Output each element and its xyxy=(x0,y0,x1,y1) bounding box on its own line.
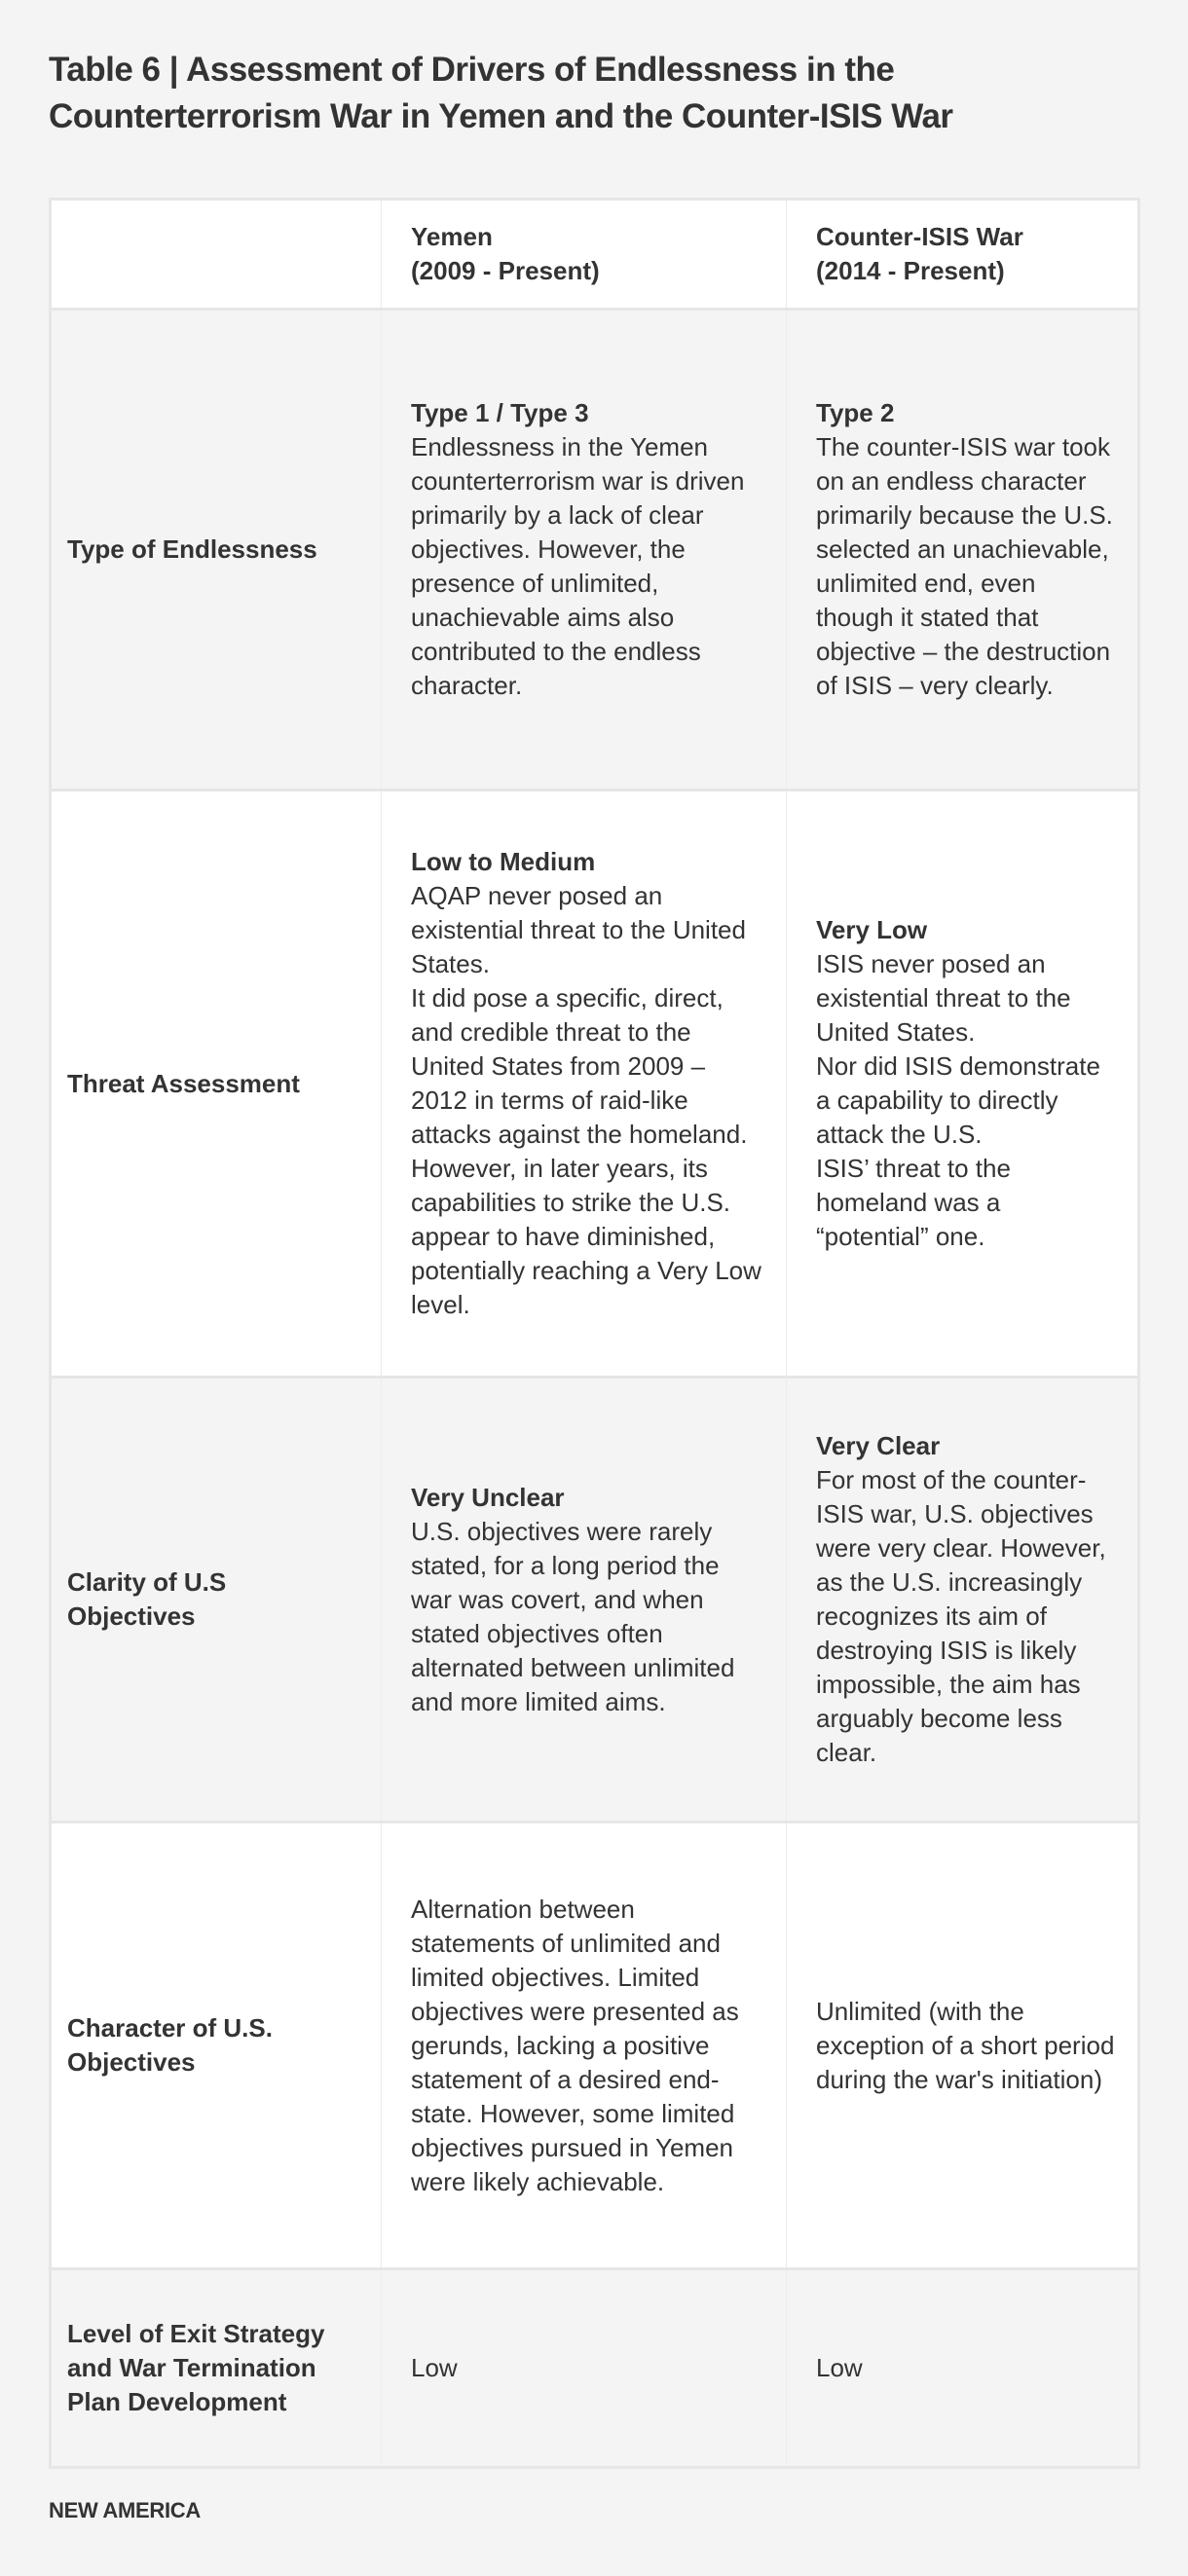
header-yemen-name: Yemen xyxy=(411,222,493,251)
cell-text: Low xyxy=(816,2353,863,2382)
cell-rating: Type 1 / Type 3 xyxy=(411,398,589,427)
new-america-logo: NEW AMERICA xyxy=(49,2498,201,2522)
header-yemen-dates: (2009 - Present) xyxy=(411,256,600,285)
cell-rating: Low to Medium xyxy=(411,847,596,876)
cell-text: Unlimited (with the exception of a short period during the war's initiation) xyxy=(816,1996,1115,2094)
header-empty-cell xyxy=(51,200,382,310)
cell-text: AQAP never posed an existential threat to the United States. xyxy=(411,881,746,978)
cell-text: It did pose a specific, direct, and credible threat to the United States from 2009 – 2012 in terms of raid-like attacks against the homeland. xyxy=(411,983,748,1149)
header-isis xyxy=(787,200,1139,310)
cell-rating: Very Unclear xyxy=(411,1482,565,1512)
table-row xyxy=(51,1378,1139,1822)
table-row xyxy=(51,791,1139,1378)
cell-rating: Type 2 xyxy=(816,398,895,427)
cell-text: Low xyxy=(411,2353,458,2382)
cell-text: However, in later years, its capabilities to strike the U.S. appear to have diminished, potentially reaching a Very Low level. xyxy=(411,1154,761,1319)
yemen-cell xyxy=(382,1378,787,1822)
row-label: Character of U.S. Objectives xyxy=(67,2013,273,2077)
row-label: Threat Assessment xyxy=(67,1068,300,1098)
cell-text: ISIS’ threat to the homeland was a “potential” one. xyxy=(816,1154,1011,1251)
yemen-cell xyxy=(382,791,787,1378)
isis-cell xyxy=(787,310,1139,791)
table-title: Table 6 | Assessment of Drivers of Endlessness in the Counterterrorism War in Yemen and the Counter-ISIS War xyxy=(49,51,953,135)
cell-text: For most of the counter-ISIS war, U.S. objectives were very clear. However, as the U.S. increasingly recognizes its aim of destroying ISIS is likely impossible, the aim has arguably become less clear. xyxy=(816,1465,1106,1767)
header-yemen xyxy=(382,200,787,310)
assessment-table xyxy=(49,198,1140,2469)
isis-cell xyxy=(787,2269,1139,2468)
yemen-cell xyxy=(382,1822,787,2269)
cell-text: Alternation between statements of unlimited and limited objectives. Limited objectives were presented as gerunds, lacking a positive statement of a desired end-state. However, some limited objectives pursued in Yemen were likely achievable. xyxy=(411,1894,739,2196)
table-row xyxy=(51,2269,1139,2468)
isis-cell xyxy=(787,791,1139,1378)
row-label: Type of Endlessness xyxy=(67,534,317,564)
yemen-cell xyxy=(382,310,787,791)
row-label: Level of Exit Strategy and War Termination Plan Development xyxy=(67,2319,325,2416)
header-isis-name: Counter-ISIS War xyxy=(816,222,1023,251)
header-row xyxy=(51,200,1139,310)
yemen-cell xyxy=(382,2269,787,2468)
cell-text: U.S. objectives were rarely stated, for a long period the war was covert, and when stated objectives often alternated between unlimited and more limited aims. xyxy=(411,1516,735,1716)
cell-rating: Very Clear xyxy=(816,1431,941,1460)
cell-text: The counter-ISIS war took on an endless character primarily because the U.S. selected an unachievable, unlimited end, even though it stated that objective – the destruction of ISIS – very clearly. xyxy=(816,432,1113,700)
isis-cell xyxy=(787,1378,1139,1822)
cell-rating: Very Low xyxy=(816,915,928,944)
table-row xyxy=(51,1822,1139,2269)
row-label: Clarity of U.S Objectives xyxy=(67,1567,227,1631)
cell-text: Nor did ISIS demonstrate a capability to directly attack the U.S. xyxy=(816,1051,1100,1149)
isis-cell xyxy=(787,1822,1139,2269)
cell-text: Endlessness in the Yemen counterterrorism war is driven primarily by a lack of clear objectives. However, the presence of unlimited, unachievable aims also contributed to the endless character. xyxy=(411,432,745,700)
header-isis-dates: (2014 - Present) xyxy=(816,256,1005,285)
cell-text: ISIS never posed an existential threat to the United States. xyxy=(816,949,1071,1047)
table-row xyxy=(51,310,1139,791)
